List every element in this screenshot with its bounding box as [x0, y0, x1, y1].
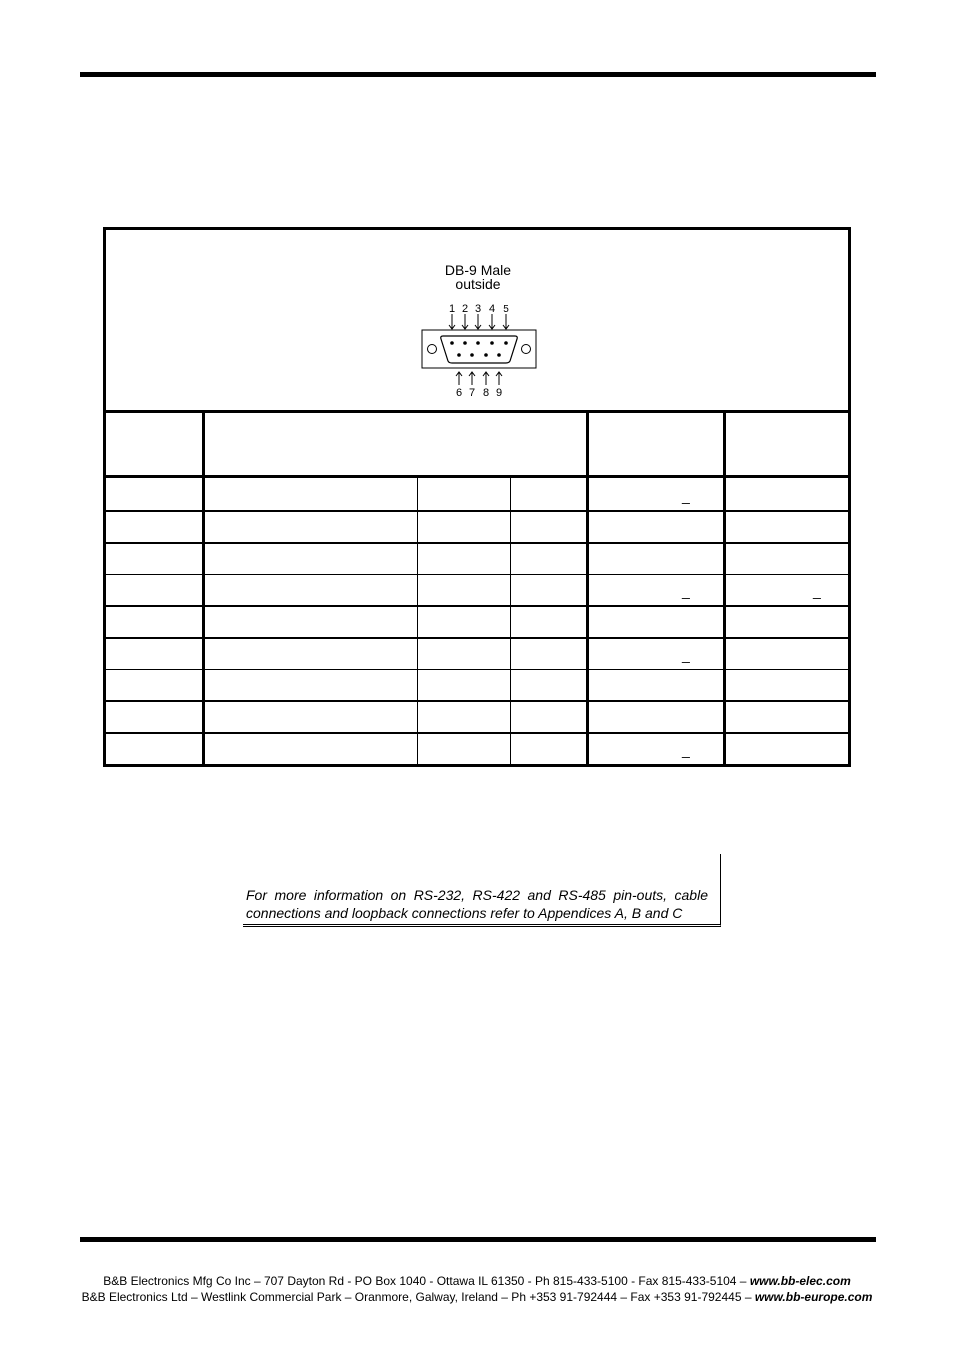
column-rule-5 [723, 411, 726, 764]
row-rule-4 [106, 605, 848, 607]
note-line-2: connections and loopback connections refer to Appendices A, B and C [246, 905, 683, 921]
pin-label-6: 6 [455, 387, 463, 399]
pin-label-5: 5 [503, 304, 509, 315]
pin-label-3: 3 [474, 303, 482, 315]
footer-us-link[interactable]: www.bb-elec.com [749, 1274, 851, 1288]
row-rule-3 [106, 574, 848, 575]
footer-eu-address [0, 1290, 954, 1304]
header-rule [80, 72, 876, 77]
column-rule-1 [202, 411, 205, 764]
db9-connector-diagram [106, 230, 848, 410]
row-1-col-5-mark: _ [682, 488, 690, 504]
row-rule-1 [106, 510, 848, 512]
column-rule-4 [586, 411, 589, 764]
info-note-box [243, 854, 721, 927]
pin-label-1: 1 [448, 303, 456, 315]
row-rule-7 [106, 700, 848, 702]
pinout-table [103, 227, 851, 767]
diagram-subtitle: outside [455, 276, 501, 292]
row-4-col-5-mark: _ [682, 583, 690, 599]
row-rule-8 [106, 732, 848, 734]
bottom-pin-arrows [456, 372, 502, 385]
row-6-col-5-mark: _ [682, 647, 690, 663]
footer-us-text: B&B Electronics Mfg Co Inc – 707 Dayton Rd - PO Box 1040 - Ottawa IL 61350 - Ph 815-433-5100 - Fax 815-433-5104 – [103, 1274, 750, 1288]
top-pin-arrows [449, 314, 509, 329]
footer-eu-link[interactable]: www.bb-europe.com [754, 1290, 873, 1304]
pin-label-7: 7 [468, 387, 476, 399]
row-9-col-5-mark: _ [682, 742, 690, 758]
connector-diagram-area [106, 230, 848, 413]
column-rule-2 [417, 478, 418, 764]
row-rule-2 [106, 542, 848, 544]
diagram-title: DB-9 Male [444, 262, 512, 278]
column-rule-3 [510, 478, 511, 764]
footer-us-address [0, 1274, 954, 1288]
row-rule-6 [106, 669, 848, 670]
row-rule-5 [106, 637, 848, 639]
footer-rule [80, 1237, 876, 1242]
header-row-rule [106, 475, 848, 478]
pin-label-4: 4 [488, 303, 496, 315]
pin-label-9: 9 [495, 387, 503, 399]
note-line-1: For more information on RS-232, RS-422 and RS-485 pin-outs, cable [246, 887, 708, 903]
info-note-text [246, 886, 708, 922]
row-4-col-6-mark: _ [813, 583, 821, 599]
footer-eu-text: B&B Electronics Ltd – Westlink Commercial Park – Oranmore, Galway, Ireland – Ph +353 91-792444 – Fax +353 91-792445 – [81, 1290, 755, 1304]
pin-label-8: 8 [482, 387, 490, 399]
pin-label-2: 2 [461, 303, 469, 315]
